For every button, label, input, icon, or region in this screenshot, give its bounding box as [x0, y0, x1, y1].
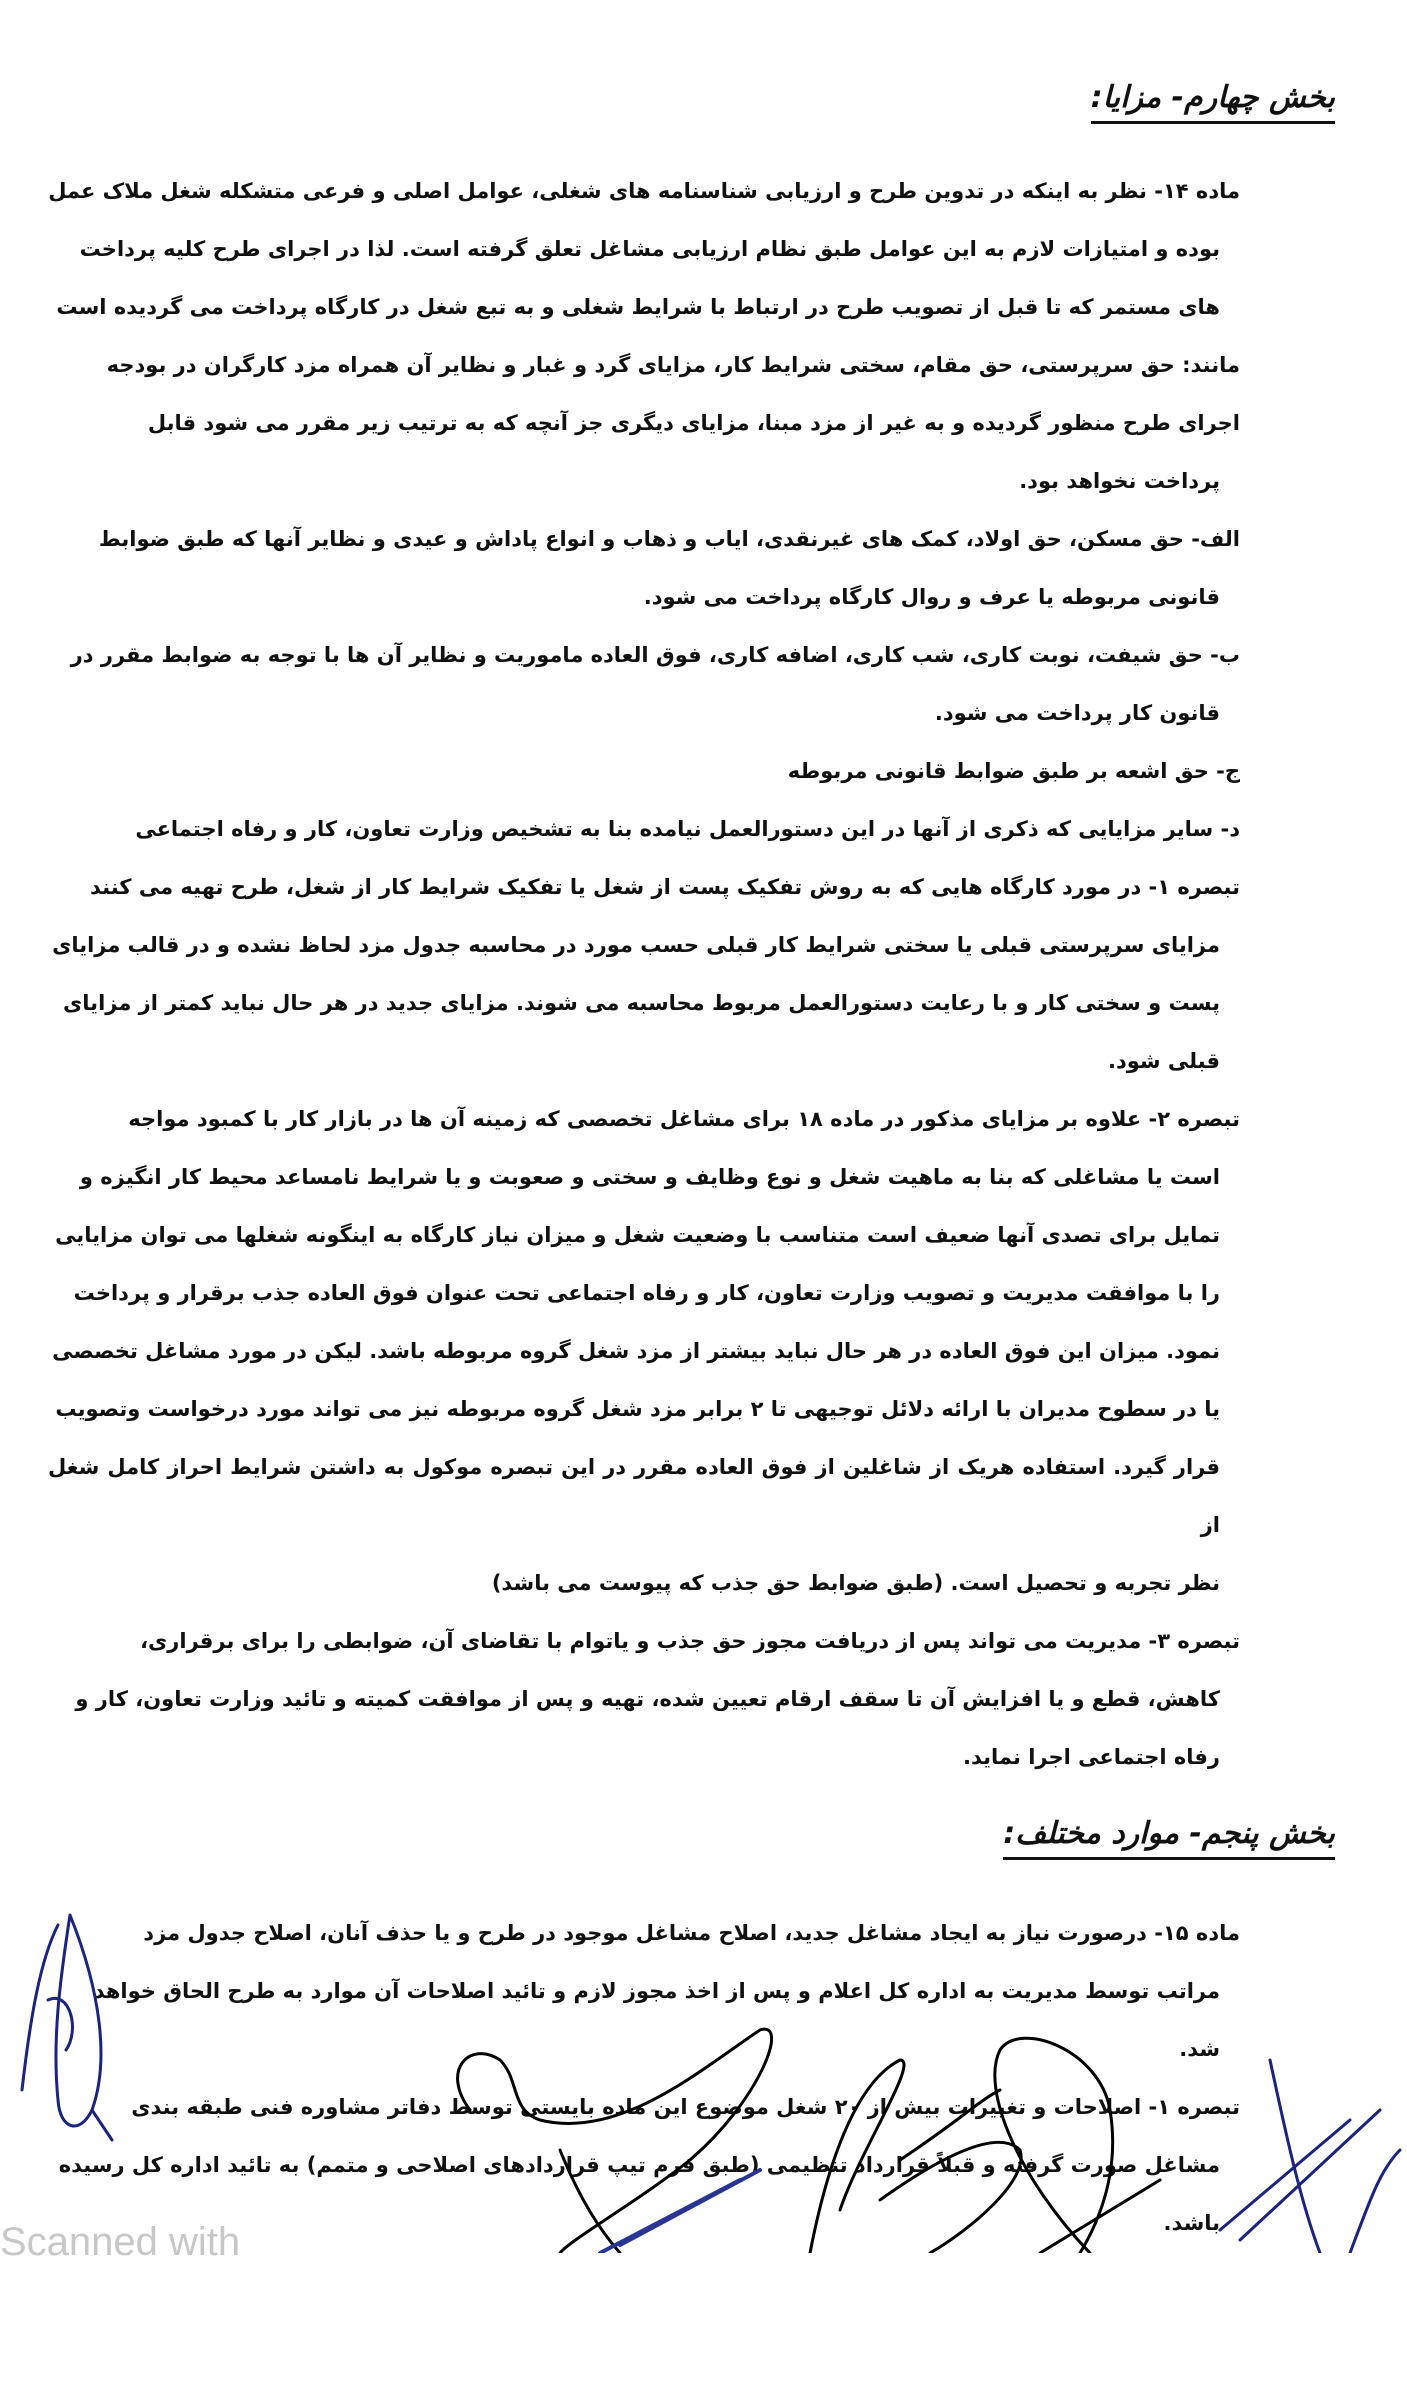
note-2 [48, 1090, 1240, 1612]
item-be-line: ب- حق شیفت، نوبت کاری، شب کاری، اضافه کاری، فوق العاده ماموریت و نظایر آن ها با توجه به ضوابط مقرر در [70, 643, 1240, 667]
note-3-line: کاهش، قطع و یا افزایش آن تا سقف ارقام تعیین شده، تهیه و پس از موافقت کمیته و تائید وزارت تعاون، کار و [75, 1687, 1220, 1711]
article-15-note-1-line: مشاغل صورت گرفته و قبلاً قرارداد تنظیمی (طبق فرم تیپ قراردادهای اصلاحی و متمم) به تائید اداره کل رسیده [58, 2153, 1220, 2177]
note-1-line: پست و سختی کار و با رعایت دستورالعمل مربوط محاسبه می شوند. مزایای جدید در هر حال نباید کمتر از مزایای [63, 991, 1220, 1015]
note-3-line: رفاه اجتماعی اجرا نماید. [963, 1745, 1220, 1769]
article-15-line: شد. [1179, 2037, 1220, 2061]
note-1-line: قبلی شود. [1107, 1049, 1220, 1073]
note-1-line: مزایای سرپرستی قبلی یا سختی شرایط کار قبلی حسب مورد در محاسبه جدول مزد لحاظ نشده و در قالب مزایای [52, 933, 1220, 957]
note-2-line: قرار گیرد. استفاده هریک از شاغلین از فوق العاده مقرر در این تبصره موکول به داشتن شرایط احراز کامل شغل از [48, 1455, 1220, 1537]
article-14-line: اجرای طرح منظور گردیده و به غیر از مزد مبنا، مزایای دیگری جز آنچه که به ترتیب زیر مقرر می شود قابل [147, 411, 1240, 435]
section4-heading: بخش چهارم- مزایا: [1091, 80, 1335, 124]
note-1 [48, 858, 1240, 1090]
section5-heading-wrap [48, 1816, 1335, 1860]
note-2-line: است یا مشاغلی که بنا به ماهیت شغل و نوع وظایف و سختی و صعوبت و یا شرایط نامساعد محیط کار انگیزه و [79, 1165, 1220, 1189]
note-3 [48, 1612, 1240, 1786]
article-14-line: بوده و امتیازات لازم به این عوامل طبق نظام ارزیابی مشاغل تعلق گرفته است. لذا در اجرای طرح کلیه پرداخت [79, 237, 1220, 261]
article-14-line: های مستمر که تا قبل از تصویب طرح در ارتباط با شرایط شغلی و به تبع شغل در کارگاه پرداخت می گردیده است [56, 295, 1220, 319]
item-be-line: قانون کار پرداخت می شود. [934, 701, 1220, 725]
scanner-watermark: Scanned with [0, 2220, 241, 2264]
item-alef-line: الف- حق مسکن، حق اولاد، کمک های غیرنقدی، ایاب و ذهاب و انواع پاداش و عیدی و نظایر آنها که طبق ضوابط [98, 527, 1240, 551]
section5-heading: بخش پنجم- موارد مختلف: [1003, 1816, 1335, 1860]
article-15-note-1-line: تبصره ۱- اصلاحات و تغییرات بیش از ۲۰ شغل موضوع این ماده بایستی توسط دفاتر مشاوره فنی طبقه بندی [131, 2095, 1240, 2119]
note-2-line: تمایل برای تصدی آنها ضعیف است متناسب با وضعیت شغل و میزان نیاز کارگاه به اینگونه شغلها می توان مزایایی [55, 1223, 1220, 1247]
article-14 [48, 162, 1240, 510]
article-15-note-1-line: باشد. [1163, 2211, 1220, 2235]
note-2-line: تبصره ۲- علاوه بر مزایای مذکور در ماده ۱۸ برای مشاغل تخصصی که زمینه آن ها در بازار کار با کمبود مواجه [128, 1107, 1240, 1131]
note-3-line: تبصره ۳- مدیریت می تواند پس از دریافت مجوز حق جذب و یاتوام با تقاضای آن، ضوابطی را برای برقراری، [140, 1629, 1240, 1653]
item-dal: د- سایر مزایایی که ذکری از آنها در این دستورالعمل نیامده بنا به تشخیص وزارت تعاون، کار و رفاه اجتماعی [135, 817, 1240, 841]
article-14-line: مانند: حق سرپرستی، حق مقام، سختی شرایط کار، مزایای گرد و غبار و نظایر آن همراه مزد کارگران در بودجه [106, 353, 1240, 377]
note-2-line: را با موافقت مدیریت و تصویب وزارت تعاون، کار و رفاه اجتماعی تحت عنوان فوق العاده جذب برقرار و پرداخت [73, 1281, 1220, 1305]
article-14-line: پرداخت نخواهد بود. [1019, 469, 1220, 493]
note-2-line: یا در سطوح مدیران با ارائه دلائل توجیهی تا ۲ برابر مزد شغل گروه مربوطه نیز می تواند مورد درخواست وتصویب [55, 1397, 1220, 1421]
item-alef-line: قانونی مربوطه یا عرف و روال کارگاه پرداخت می شود. [643, 585, 1220, 609]
item-be [48, 626, 1240, 742]
article-15 [48, 1904, 1240, 2078]
article-15-line: ماده ۱۵- درصورت نیاز به ایجاد مشاغل جدید، اصلاح مشاغل موجود در طرح و یا حذف آنان، اصلاح جدول مزد [143, 1921, 1240, 1945]
note-2-line: نظر تجربه و تحصیل است. (طبق ضوابط حق جذب که پیوست می باشد) [491, 1571, 1220, 1595]
item-jim: ج- حق اشعه بر طبق ضوابط قانونی مربوطه [787, 759, 1240, 783]
item-jim-block [48, 742, 1240, 800]
article-15-line: مراتب توسط مدیریت به اداره کل اعلام و پس از اخذ مجوز لازم و تائید اصلاحات آن موارد به طرح الحاق خواهد [93, 1979, 1220, 2003]
item-dal-block [48, 800, 1240, 858]
note-2-line: نمود. میزان این فوق العاده در هر حال نباید بیشتر از مزد شغل گروه مربوطه باشد. لیکن در مورد مشاغل تخصصی [52, 1339, 1220, 1363]
section4-heading-wrap [48, 80, 1335, 124]
signature-4 [1220, 2060, 1400, 2253]
note-1-line: تبصره ۱- در مورد کارگاه هایی که به روش تفکیک پست از شغل یا تفکیک شرایط کار از شغل، طرح تهیه می کنند [90, 875, 1240, 899]
article-14-line: ماده ۱۴- نظر به اینکه در تدوین طرح و ارزیابی شناسنامه های شغلی، عوامل اصلی و فرعی متشکله شغل ملاک عمل [48, 179, 1240, 203]
item-alef [48, 510, 1240, 626]
